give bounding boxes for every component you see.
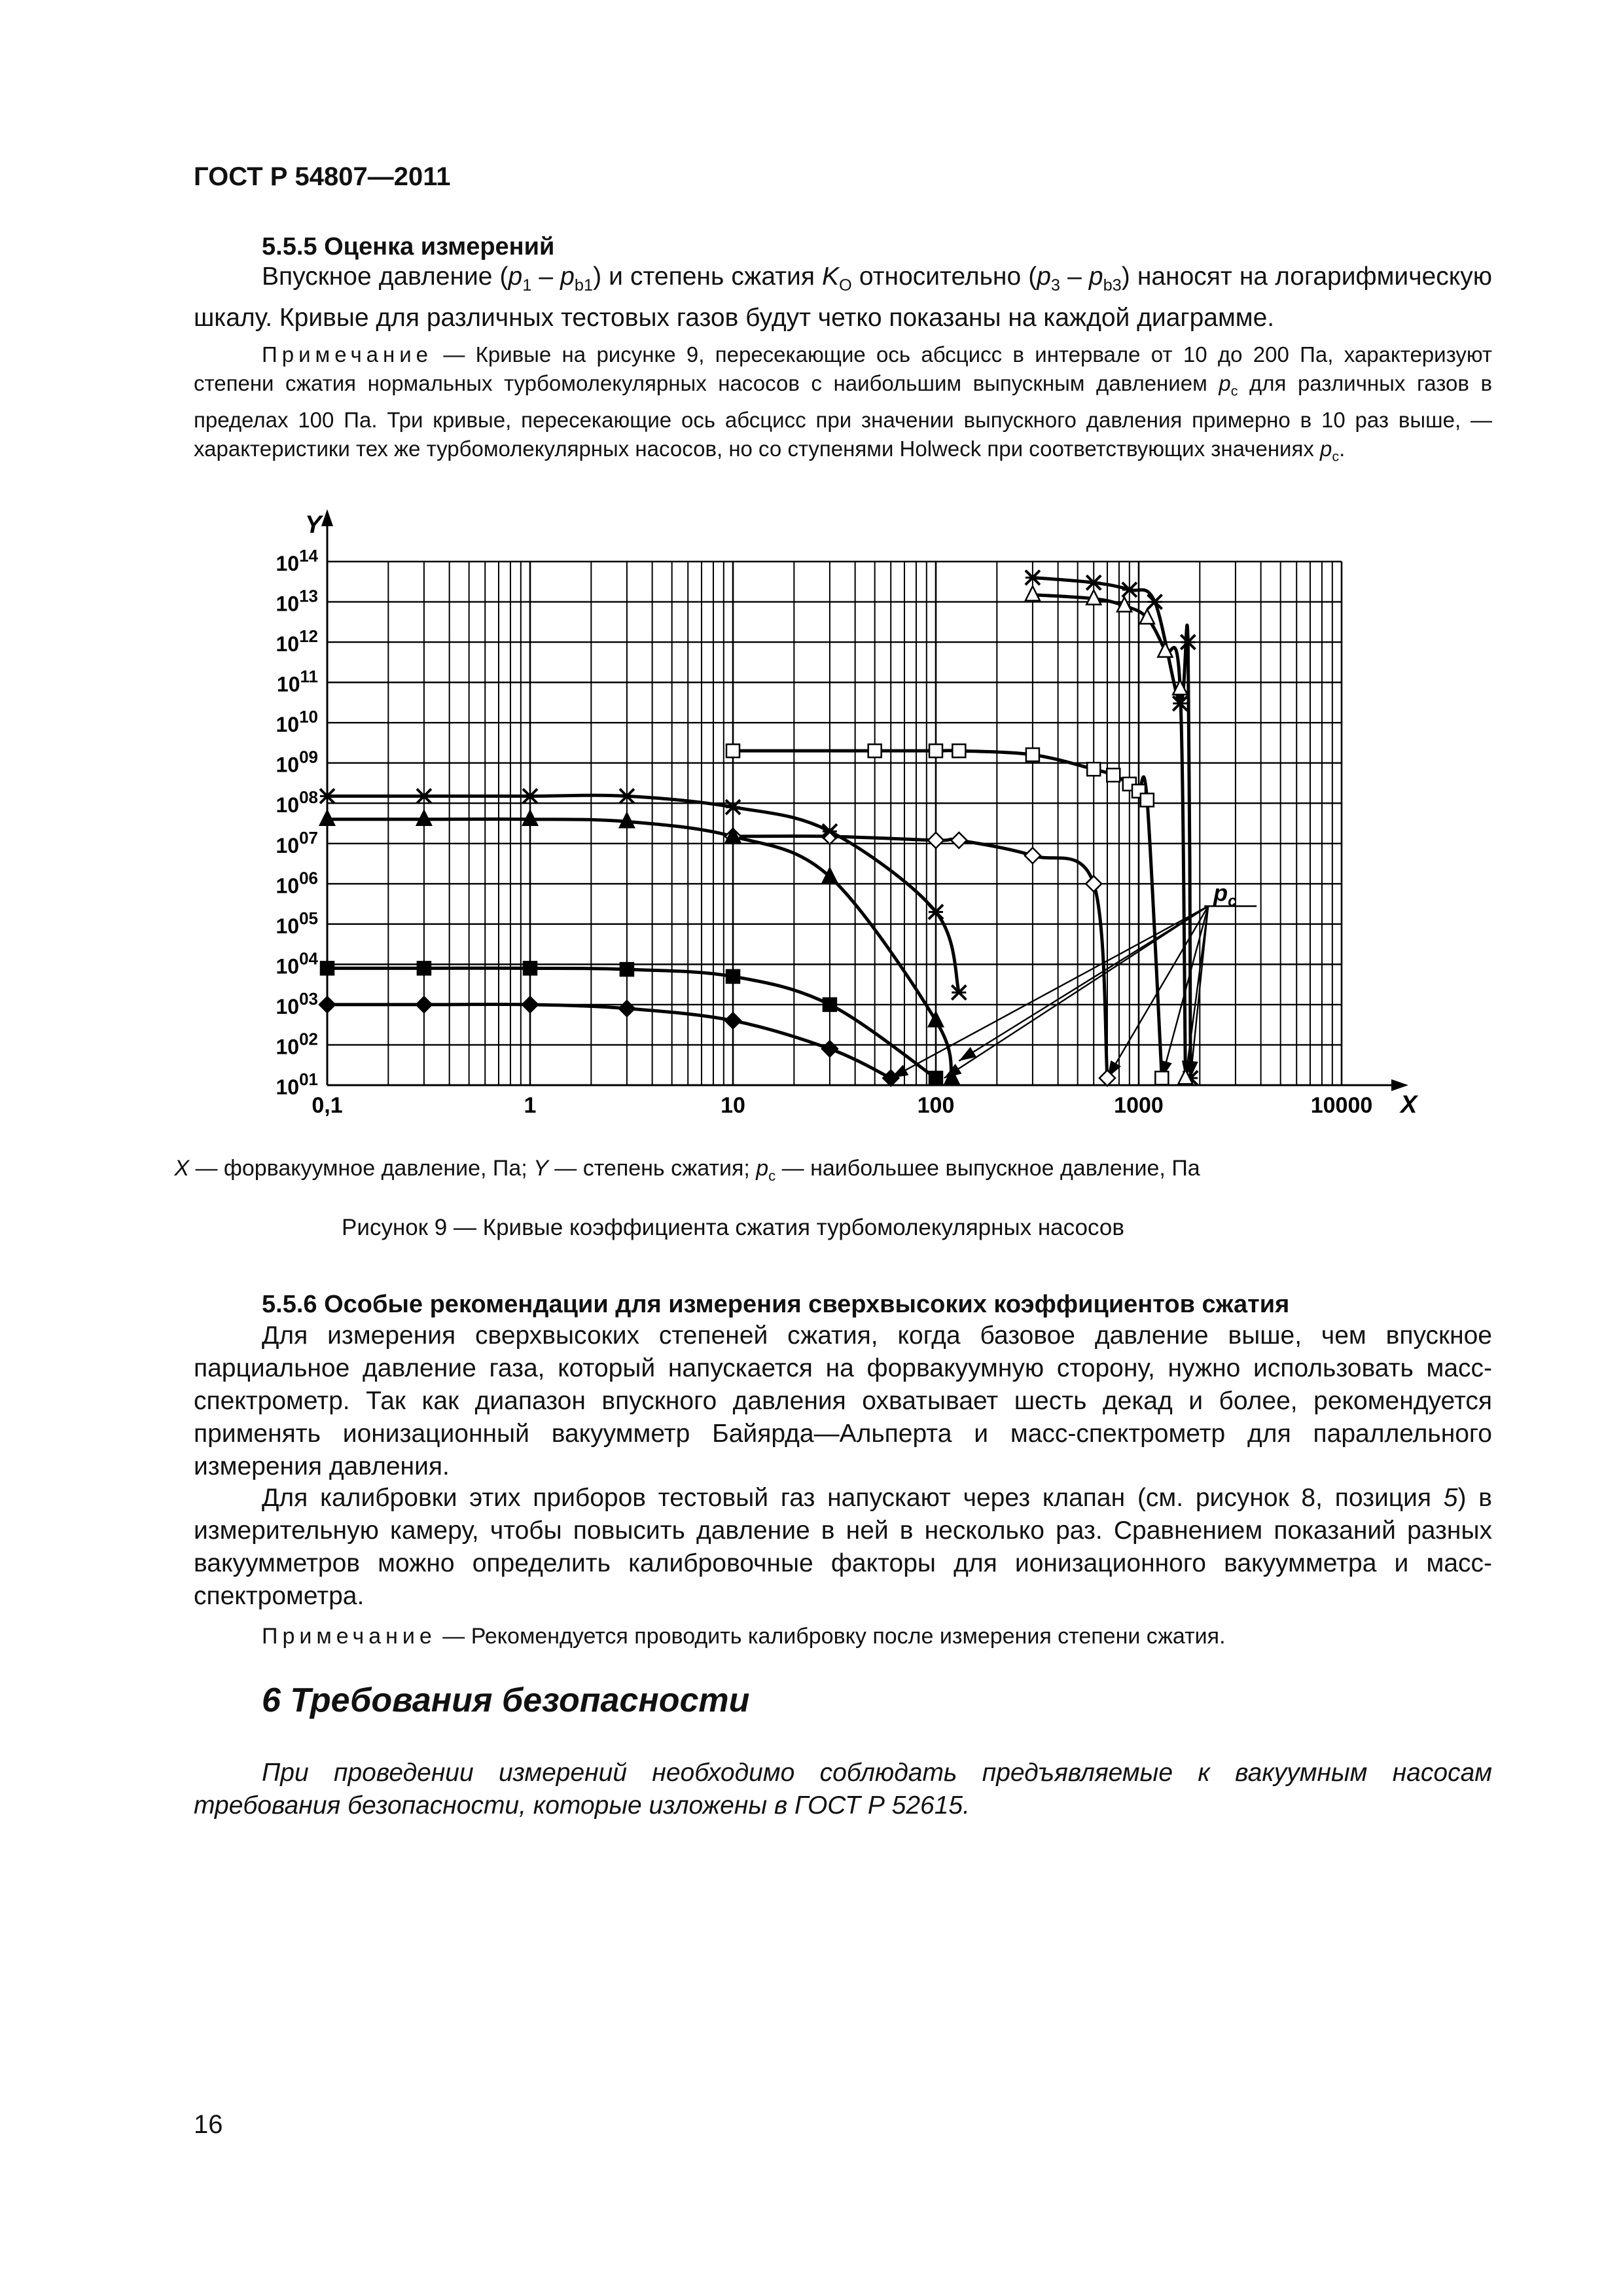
figure-9-chart (0, 0, 1623, 1126)
series-line-diamond-filled (327, 1004, 891, 1078)
note-figure-9: Примечание — Кривые на рисунке 9, пересекающие ось абсцисс в интервале от 10 до 200 Па, характеризуют степени сжатия нормальных турбомолекулярных насосов с наибольшим выпускным давлением $p_c$ для различных газов в пределах 100 Па. Три кривые, пересекающие ось абсцисс при значении выпускного давления примерно в 10 раз выше, — характеристики тех же турбомолекулярных насосов, но со ступенями Holweck при соответствующих значениях $p_c$. (194, 342, 1493, 465)
x-tick-label: 10 (721, 1093, 745, 1118)
y-tick-label: $10^{01}$ (276, 1069, 318, 1099)
pc-label: $p_c$ (1213, 879, 1237, 910)
marker-square-filled (929, 1071, 942, 1085)
series-line-square-filled (327, 968, 936, 1078)
marker-diamond-filled (725, 1013, 741, 1028)
note-calibration: Примечание — Рекомендуется проводить калибровку после измерения степени сжатия. (262, 1624, 1226, 1649)
x-tick-label: 1 (524, 1093, 537, 1118)
x-axis-arrow (1391, 1079, 1408, 1091)
document-header: ГОСТ Р 54807—2011 (194, 162, 451, 191)
chart-markers (319, 570, 1198, 1086)
marker-diamond-open (1086, 876, 1101, 891)
y-tick-label: $10^{07}$ (276, 827, 318, 857)
y-tick-label: $10^{02}$ (276, 1029, 318, 1059)
section-5-5-6-para-2: Для калибровки этих приборов тестовый газ напускают через клапан (см. рисунок 8, позиция 5) в измерительную камеру, чтобы повысить давление в ней в несколько раз. Сравнением показаний разных вакуумметров можно определить калибровочные факторы для ионизационного вакуумметра и масс-спектрометра. (194, 1484, 1492, 1610)
marker-diamond-filled (822, 1041, 838, 1056)
y-tick-label: $10^{04}$ (276, 948, 318, 978)
y-tick-label: $10^{09}$ (276, 747, 318, 777)
section-5-5-5-heading: 5.5.5 Оценка измерений (262, 233, 555, 260)
marker-diamond-open (951, 833, 967, 848)
marker-square-filled (823, 998, 836, 1011)
y-tick-label: $10^{12}$ (276, 626, 318, 656)
marker-holweck-square (929, 744, 942, 757)
y-tick-label: $10^{03}$ (276, 988, 318, 1018)
marker-diamond-filled (619, 1001, 635, 1016)
marker-holweck-square (952, 744, 965, 757)
y-tick-label: $10^{08}$ (276, 787, 318, 817)
x-tick-label: 10000 (1310, 1093, 1373, 1118)
marker-diamond-filled (416, 997, 432, 1013)
section-6-heading: 6 Требования безопасности (262, 1681, 750, 1719)
section-5-5-6-heading: 5.5.6 Особые рекомендации для измерения сверхвысоких коэффициентов сжатия (262, 1291, 1290, 1318)
section-5-5-6-para-1: Для измерения сверхвысоких степеней сжатия, когда базовое давление выше, чем впускное парциальное давление газа, который напускается на форвакуумную сторону, нужно использовать масс-спектрометр. Так как диапазон впускного давления охватывает шесть декад и более, рекомендуется применять ионизационный вакуумметр Байярда—Альперта и масс-спектрометр для параллельного измерения давления. (194, 1321, 1492, 1480)
y-tick-label: $10^{10}$ (276, 707, 318, 737)
marker-diamond-open (928, 833, 944, 848)
marker-diamond-filled (319, 997, 335, 1013)
marker-square-filled (418, 961, 431, 975)
marker-holweck-square (1155, 1071, 1168, 1085)
y-tick-label: $10^{06}$ (276, 868, 318, 898)
marker-square-filled (524, 961, 537, 975)
chart-series (327, 577, 1190, 1078)
marker-holweck-square (1087, 762, 1100, 776)
y-axis-arrow (321, 509, 333, 526)
marker-holweck-square (1141, 793, 1154, 806)
x-tick-label: 1000 (1114, 1093, 1164, 1118)
y-tick-label: $10^{05}$ (276, 908, 318, 938)
marker-holweck-square (1107, 768, 1120, 781)
y-tick-label: $10^{14}$ (276, 546, 318, 575)
marker-diamond-filled (522, 997, 538, 1013)
y-axis-label: Y (305, 511, 322, 539)
marker-holweck-square (1026, 748, 1039, 761)
y-tick-label: $10^{13}$ (276, 586, 318, 616)
series-line-diamond-open (733, 836, 1107, 1078)
x-tick-label: 0,1 (312, 1093, 343, 1118)
series-line-triangle-filled (327, 819, 952, 1078)
x-axis-label: X (1400, 1091, 1418, 1119)
marker-square-filled (620, 963, 633, 976)
marker-square-filled (726, 970, 740, 983)
section-6-text: При проведении измерений необходимо соблюдать предъявляемые к вакуумным насосам требования безопасности, которые изложены в ГОСТ Р 52615. (194, 1759, 1492, 1820)
marker-diamond-open (1025, 848, 1041, 863)
y-tick-label: $10^{11}$ (276, 666, 318, 696)
marker-holweck-square (868, 744, 882, 757)
figure-caption: Рисунок 9 — Кривые коэффициента сжатия турбомолекулярных насосов (342, 1215, 1124, 1240)
marker-holweck-cross (1148, 595, 1162, 609)
series-line-holweck-square (733, 751, 1162, 1078)
x-tick-label: 100 (917, 1093, 955, 1118)
section-5-5-5-text: Впускное давление $(p_1 - p_{b1})$ и степень сжатия $K_O$ относительно $(p_3 - p_{b3})$ наносят на логарифмическую шкалу. Кривые для различных тестовых газов будут четко показаны на каждой диаграмме. (194, 262, 1492, 332)
page-number: 16 (194, 2110, 223, 2139)
figure-legend: X — форвакуумное давление, Па; Y — степень сжатия; $p_c$ — наибольшее выпускное давление, Па (174, 1156, 1200, 1184)
marker-holweck-square (726, 744, 740, 757)
marker-square-filled (321, 961, 334, 975)
